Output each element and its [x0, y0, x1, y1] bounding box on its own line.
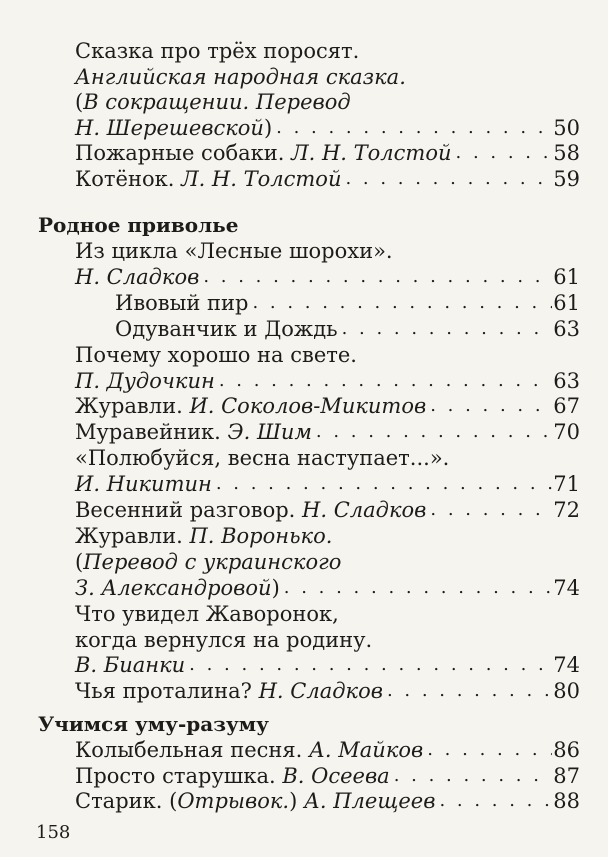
toc-entry [75, 342, 580, 368]
title-text: Колыбельная песня. [75, 738, 310, 762]
title-text: Просто старушка. [75, 763, 283, 788]
author-or-note-text: Отрывок. [177, 789, 290, 813]
author-or-note-text: Перевод с украинского [83, 549, 342, 574]
toc-entry [75, 575, 580, 601]
toc-entry [75, 549, 580, 575]
author-or-note-text: П. Дудочкин [75, 368, 215, 393]
dot-leader [423, 737, 552, 763]
toc-entry-title [75, 264, 199, 290]
author-or-note-text: В. Осеева [282, 763, 390, 788]
author-or-note-text: Н. Сладков [75, 264, 200, 289]
dot-leader [341, 166, 552, 192]
toc-entry-title [75, 140, 452, 166]
toc-entry-title [75, 652, 185, 678]
dot-leader [185, 652, 552, 678]
toc-entry [75, 140, 580, 166]
title-text: когда вернулся на родину. [75, 627, 373, 652]
title-text: Чья проталина? [75, 679, 259, 704]
toc-page-number: 67 [553, 394, 580, 419]
title-text: Что увидел Жаворонок, [75, 601, 339, 626]
author-or-note-text: Н. Шерешевской [75, 115, 264, 140]
toc-entry-title [75, 678, 383, 704]
toc-entry [75, 497, 580, 523]
author-or-note-text: В. Бианки [75, 653, 186, 678]
toc-entry-title [75, 763, 390, 789]
toc-page-number: 63 [553, 368, 580, 393]
toc-entry [115, 316, 580, 342]
toc-entry [75, 678, 580, 704]
title-text: ( [75, 90, 84, 115]
title-text: Ивовый пир [115, 290, 249, 315]
author-or-note-text: Л. Н. Толстой [181, 167, 342, 191]
author-or-note-text: Э. Шим [227, 420, 312, 445]
toc-entry-title [75, 523, 332, 549]
toc-entry [75, 419, 580, 445]
author-or-note-text: И. Никитин [75, 472, 212, 497]
toc-entry [115, 290, 580, 316]
dot-leader [215, 368, 552, 394]
toc-entry-title [75, 788, 435, 814]
author-or-note-text: Н. Сладков [258, 679, 383, 704]
author-or-note-text: Английская народная сказка. [75, 64, 406, 89]
title-text: Из цикла «Лесные шорохи». [75, 239, 393, 263]
toc-entry-title [75, 601, 339, 627]
toc-page-number: 61 [553, 264, 580, 289]
toc-entry [75, 393, 580, 419]
toc-page-number: 61 [553, 290, 580, 315]
author-or-note-text: А. Плещеев [303, 789, 436, 813]
toc-entry-title [75, 393, 426, 419]
toc-page-number: 87 [553, 763, 580, 788]
author-or-note-text: Л. Н. Толстой [291, 141, 452, 166]
toc-entry [75, 471, 580, 497]
dot-leader [280, 575, 552, 601]
dot-leader [199, 264, 552, 290]
title-text: Муравейник. [75, 420, 228, 445]
toc-entry [75, 264, 580, 290]
toc-entry [75, 763, 580, 789]
toc-page-number: 86 [553, 738, 580, 762]
title-text: Одуванчик и Дождь [115, 316, 338, 341]
toc-entry [75, 601, 580, 627]
dot-leader [426, 393, 552, 419]
title-text: Пожарные собаки. [75, 141, 292, 166]
toc-entry-title [75, 549, 341, 575]
toc-page-number: 63 [553, 316, 580, 341]
dot-leader [272, 115, 552, 141]
title-text: ) [289, 789, 304, 813]
title-text: Котёнок. [75, 167, 182, 191]
toc-entry-title [75, 627, 372, 653]
author-or-note-text: И. Соколов-Микитов [189, 394, 427, 419]
toc-entry-title [75, 342, 357, 368]
dot-leader [312, 419, 552, 445]
toc-page-number: 74 [553, 575, 580, 600]
toc-entry-title [75, 64, 406, 90]
author-or-note-text: П. Воронько. [189, 523, 333, 548]
toc-entry-title [115, 316, 338, 342]
toc-entry [75, 627, 580, 653]
dot-leader [426, 497, 552, 523]
dot-leader [383, 678, 552, 704]
author-or-note-text: З. Александровой [75, 575, 272, 600]
toc-entry-title [75, 445, 449, 471]
title-text: «Полюбуйся, весна наступает...». [75, 446, 450, 471]
dot-leader [390, 763, 552, 789]
toc-entry-title [75, 497, 426, 523]
toc-entry [75, 445, 580, 471]
toc-entry-title [75, 166, 341, 192]
title-text: Весенний разговор. [75, 498, 303, 522]
title-text: Журавли. [75, 394, 190, 419]
section-heading-uchimsya: Учимся уму-разуму [38, 712, 269, 736]
toc-entry-title [75, 575, 280, 601]
toc-page-number: 88 [553, 789, 580, 813]
toc-entry-title [75, 38, 359, 64]
toc-entry-title [75, 368, 215, 394]
dot-leader [452, 140, 553, 166]
toc-entry [75, 238, 580, 264]
toc-page-number: 80 [553, 679, 580, 704]
toc-entry [75, 652, 580, 678]
title-text: Журавли. [75, 523, 190, 548]
toc-page-number: 71 [553, 472, 580, 497]
dot-leader [435, 788, 552, 814]
toc-entry [75, 89, 580, 115]
toc-entry [75, 64, 580, 90]
title-text: ) [271, 575, 280, 600]
toc-entry [75, 788, 580, 814]
section-heading-rodnoe-privolie: Родное приволье [38, 213, 239, 237]
author-or-note-text: В сокращении. Перевод [83, 90, 351, 115]
toc-entry-title [75, 89, 351, 115]
toc-entry-title [75, 419, 312, 445]
title-text: Почему хорошо на свете. [75, 342, 357, 367]
toc-entry-title [115, 290, 248, 316]
author-or-note-text: Н. Сладков [302, 498, 427, 522]
toc-entry-title [75, 115, 272, 141]
dot-leader [338, 316, 552, 342]
toc-entry-title [75, 737, 423, 763]
page-number: 158 [36, 822, 71, 843]
toc-page-number: 59 [553, 167, 580, 191]
dot-leader [248, 290, 552, 316]
title-text: ) [263, 115, 273, 140]
toc-entry [75, 523, 580, 549]
title-text: ( [75, 549, 84, 574]
toc-page-number: 72 [553, 498, 580, 522]
toc-page-number: 58 [553, 141, 580, 166]
dot-leader [212, 471, 552, 497]
toc-page-number: 50 [553, 115, 580, 140]
toc-page-number: 74 [553, 653, 580, 678]
toc-entry [75, 368, 580, 394]
toc-entry [75, 166, 580, 192]
toc-page-number: 70 [553, 420, 580, 445]
author-or-note-text: А. Майков [309, 738, 424, 762]
toc-entry-title [75, 238, 393, 264]
toc-entry [75, 38, 580, 64]
toc-entry [75, 737, 580, 763]
title-text: Старик. ( [75, 789, 178, 813]
toc-entry [75, 115, 580, 141]
title-text: Сказка про трёх поросят. [75, 39, 360, 63]
toc-entry-title [75, 471, 212, 497]
